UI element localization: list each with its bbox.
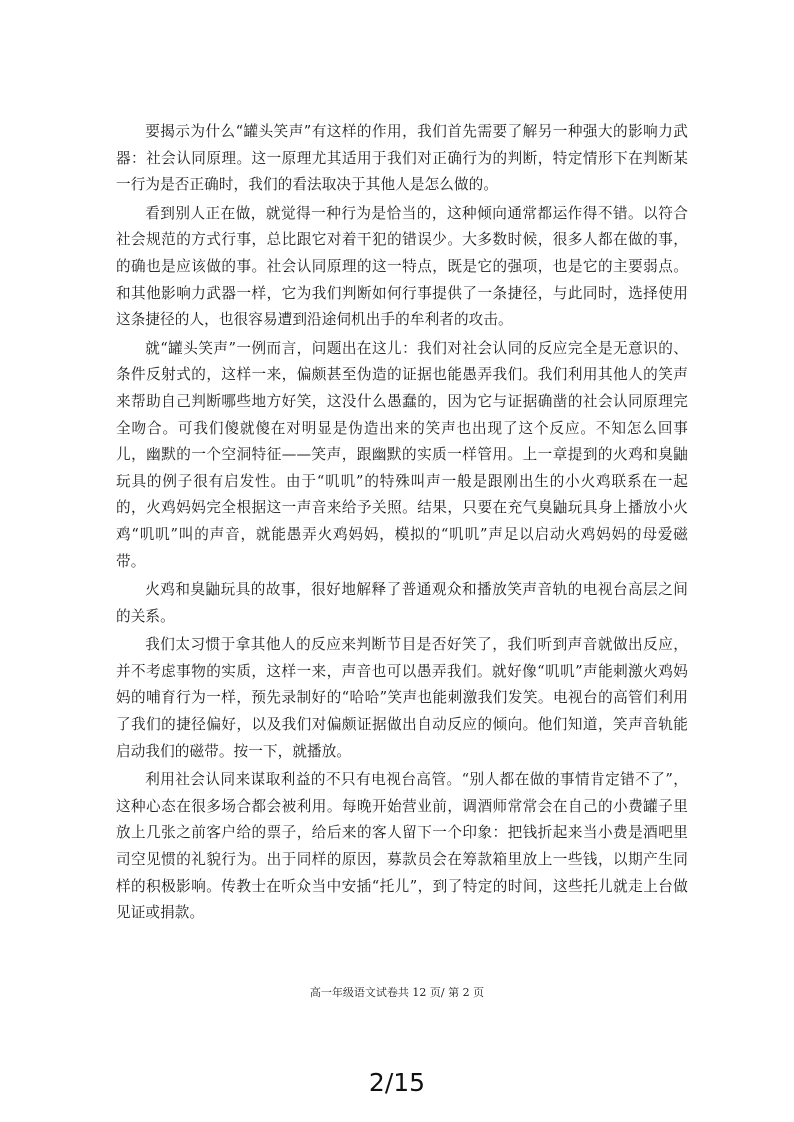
paragraph-3: 就“罐头笑声”一例而言，问题出在这儿：我们对社会认同的反应完全是无意识的、条件反射式的，这样一来，偏颇甚至伪造的证据也能愚弄我们。我们利用其他人的笑声来帮助自己判断哪些地方好笑，这没什么愚蠢的，因为它与证据确凿的社会认同原理完全吻合。可我们傻就傻在对明显是伪造出来的笑声也出现了这个反应。不知怎么回事儿，幽默的一个空洞特征——笑声，跟幽默的实质一样管用。上一章提到的火鸡和臭鼬玩具的例子很有启发性。由于“叽叽”的特殊叫声一般是跟刚出生的小火鸡联系在一起的，火鸡妈妈完全根据这一声音来给予关照。结果，只要在充气臭鼬玩具身上播放小火鸡“叽叽”叫的声音，就能愚弄火鸡妈妈，模拟的“叽叽”声足以启动火鸡妈妈的母爱磁带。 <box>116 339 688 570</box>
page-footer: 高一年级语文试卷共 12 页/ 第 2 页 <box>309 986 485 999</box>
paragraph-1: 要揭示为什么“罐头笑声”有这样的作用，我们首先需要了解另一种强大的影响力武器：社会认同原理。这一原理尤其适用于我们对正确行为的判断，特定情形下在判断某一行为是否正确时，我们的看法取决于其他人是怎么做的。 <box>116 123 688 194</box>
paragraph-6: 利用社会认同来谋取利益的不只有电视台高管。“别人都在做的事情肯定错不了”，这种心态在很多场合都会被利用。每晚开始营业前，调酒师常常会在自己的小费罐子里放上几张之前客户给的票子，给后来的客人留下一个印象：把钱折起来当小费是酒吧里司空见惯的礼貌行为。出于同样的原因，募款员会在筹款箱里放上一些钱，以期产生同样的积极影响。传教士在听众当中安插“托儿”，到了特定的时间，这些托儿就走上台做见证或捐款。 <box>116 771 688 922</box>
paragraph-4: 火鸡和臭鼬玩具的故事，很好地解释了普通观众和播放笑声音轨的电视台高层之间的关系。 <box>116 581 688 625</box>
paragraph-5: 我们太习惯于拿其他人的反应来判断节目是否好笑了，我们听到声音就做出反应，并不考虑事物的实质，这样一来，声音也可以愚弄我们。就好像“叽叽”声能刺激火鸡妈妈的哺育行为一样，预先录制好的“哈哈”笑声也能刺激我们发笑。电视台的高管们利用了我们的捷径偏好，以及我们对偏颇证据做出自动反应的倾向。他们知道，笑声音轨能启动我们的磁带。按一下，就播放。 <box>116 636 688 760</box>
paragraph-2: 看到别人正在做，就觉得一种行为是恰当的，这种倾向通常都运作得不错。以符合社会规范的方式行事，总比跟它对着干犯的错误少。大多数时候，很多人都在做的事，的确也是应该做的事。社会认同原理的这一特点，既是它的强项，也是它的主要弱点。和其他影响力武器一样，它为我们判断如何行事提供了一条捷径，与此同时，选择使用这条捷径的人，也很容易遭到沿途伺机出手的牟利者的攻击。 <box>116 204 688 329</box>
page-counter: 2/15 <box>368 1068 426 1097</box>
article-body <box>116 119 688 929</box>
